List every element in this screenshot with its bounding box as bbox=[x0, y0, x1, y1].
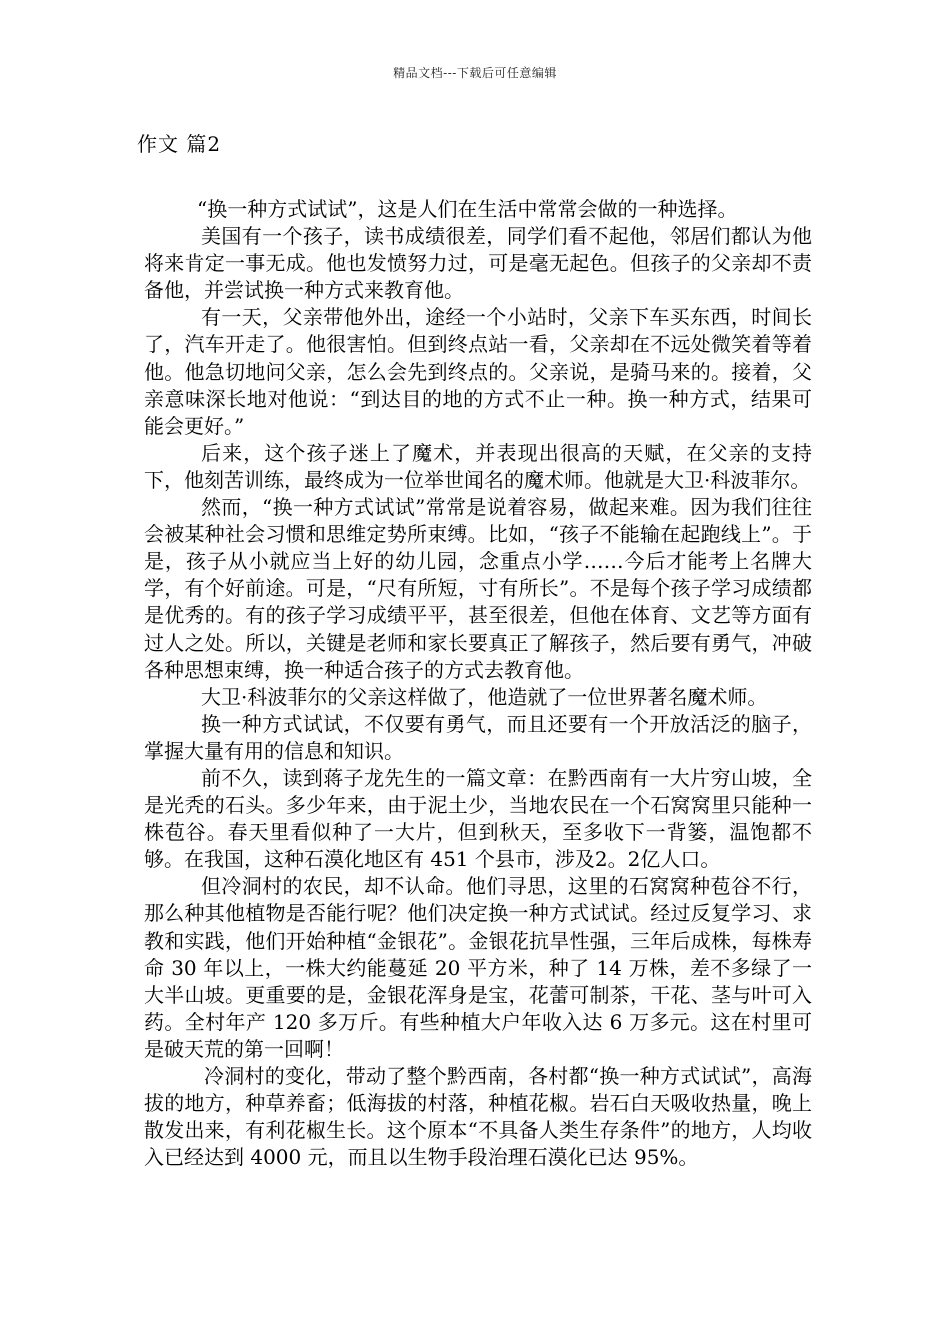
page-header: 精品文档---下载后可任意编辑 bbox=[393, 66, 557, 80]
paragraph: 美国有一个孩子，读书成绩很差，同学们看不起他，邻居们都认为他将来肯定一事无成。他也发愤努力过，可是毫无起色。但孩子的父亲却不责备他，并尝试换一种方式来教育他。 bbox=[144, 224, 812, 303]
paragraph: 冷洞村的变化，带动了整个黔西南，各村都“换一种方式试试”，高海拔的地方，种草养畜；低海拔的村落，种植花椒。岩石白天吸收热量，晚上散发出来，有利花椒生长。这个原本“不具备人类生存条件”的地方，人均收入已经达到 4000 元，而且以生物手段治理石漠化已达 95%。 bbox=[144, 1064, 812, 1170]
paragraph: 后来，这个孩子迷上了魔术，并表现出很高的天赋，在父亲的支持下，他刻苦训练，最终成为一位举世闻名的魔术师。他就是大卫·科波菲尔。 bbox=[144, 440, 812, 492]
paragraph: 换一种方式试试，不仅要有勇气，而且还要有一个开放活泛的脑子，掌握大量有用的信息和知识。 bbox=[144, 711, 812, 763]
essay-title: 作文 篇2 bbox=[137, 132, 222, 156]
paragraph: 但冷洞村的农民，却不认命。他们寻思，这里的石窝窝种苞谷不行，那么种其他植物是否能行呢？他们决定换一种方式试试。经过反复学习、求教和实践，他们开始种植“金银花”。金银花抗旱性强，三年后成株，每株寿命 30 年以上，一株大约能蔓延 20 平方米，种了 14 万株，差不多绿了一大半山坡。更重要的是，金银花浑身是宝，花蕾可制茶，干花、茎与叶可入药。全村年产 120 多万斤。有些种植大户年收入达 6 万多元。这在村里可是破天荒的第一回啊！ bbox=[144, 874, 812, 1061]
paragraph: “换一种方式试试”，这是人们在生活中常常会做的一种选择。 bbox=[197, 197, 738, 221]
paragraph: 前不久，读到蒋子龙先生的一篇文章：在黔西南有一大片穷山坡，全是光秃的石头。多少年来，由于泥土少，当地农民在一个石窝窝里只能种一株苞谷。春天里看似种了一大片，但到秋天，至多收下一背篓，温饱都不够。在我国，这种石漠化地区有 451 个县市，涉及2。2亿人口。 bbox=[144, 765, 812, 872]
paragraph: 有一天，父亲带他外出，途经一个小站时，父亲下车买东西，时间长了，汽车开走了。他很害怕。但到终点站一看，父亲却在不远处微笑着等着他。他急切地问父亲，怎么会先到终点的。父亲说，是骑马来的。接着，父亲意味深长地对他说：“到达目的地的方式不止一种。换一种方式，结果可能会更好。” bbox=[144, 305, 812, 438]
essay-body bbox=[144, 196, 812, 1171]
paragraph: 然而，“换一种方式试试”常常是说着容易，做起来难。因为我们往往会被某种社会习惯和思维定势所束缚。比如，“孩子不能输在起跑线上”。于是，孩子从小就应当上好的幼儿园，念重点小学……今后才能考上名牌大学，有个好前途。可是，“尺有所短，寸有所长”。不是每个孩子学习成绩都是优秀的。有的孩子学习成绩平平，甚至很差，但他在体育、文艺等方面有过人之处。所以，关键是老师和家长要真正了解孩子，然后要有勇气，冲破各种思想束缚，换一种适合孩子的方式去教育他。 bbox=[144, 495, 812, 682]
paragraph: 大卫·科波菲尔的父亲这样做了，他造就了一位世界著名魔术师。 bbox=[201, 684, 768, 709]
